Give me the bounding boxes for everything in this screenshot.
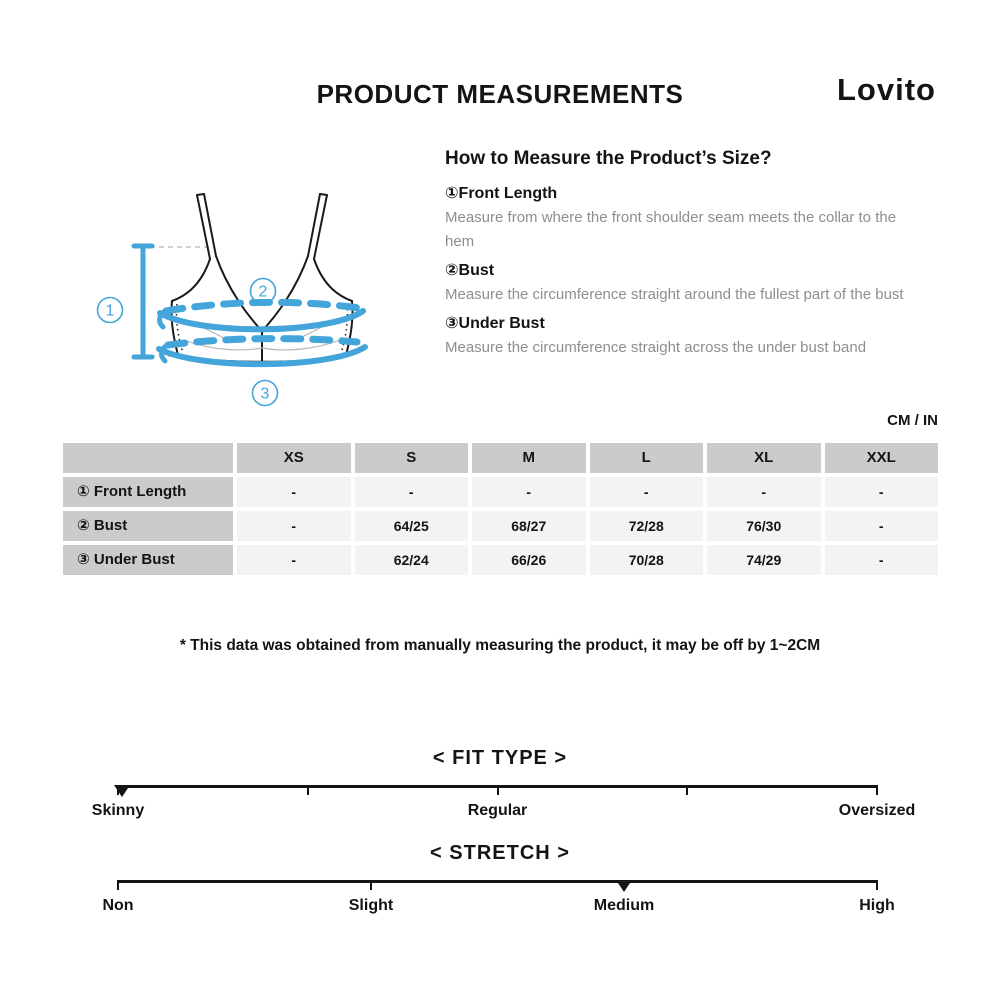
callout-3-number: 3 [260, 385, 270, 403]
how-to-measure-section [445, 148, 937, 365]
size-table [63, 443, 938, 575]
callout-2-number: 2 [258, 283, 268, 301]
scale-tick [876, 880, 878, 890]
measurement-value: 72/28 [590, 511, 704, 541]
scale-tick [370, 880, 372, 890]
measurement-row-label: ② Bust [63, 511, 233, 541]
size-column-header: XS [237, 443, 351, 473]
measurement-value: - [825, 545, 939, 575]
measure-callout-3 [253, 381, 278, 406]
measurement-value: 70/28 [590, 545, 704, 575]
front-length-line [134, 246, 152, 357]
scale-tick [307, 785, 309, 795]
scale-label: Slight [348, 897, 394, 914]
measurement-value: - [355, 477, 469, 507]
fit-type-title: < FIT TYPE > [432, 747, 568, 769]
measure-item-desc: Measure from where the front shoulder seam meets the collar to the hem [445, 209, 897, 250]
stretch-title: < STRETCH > [430, 842, 570, 864]
scale-label: Skinny [91, 802, 145, 819]
measurement-footnote: * This data was obtained from manually measuring the product, it may be off by 1~2CM [179, 637, 821, 654]
measure-item-desc: Measure the circumference straight around the fullest part of the bust [445, 286, 904, 303]
measurement-value: 64/25 [355, 511, 469, 541]
scale-label: Non [102, 897, 134, 914]
measure-item-under-bust [445, 313, 937, 360]
size-column-header: L [590, 443, 704, 473]
item-label: Bust [458, 262, 495, 279]
fit-type-scale [0, 747, 1000, 837]
bra-illustration [80, 150, 440, 430]
stretch-track [102, 880, 895, 914]
size-column-header: M [472, 443, 586, 473]
measurement-value: - [825, 477, 939, 507]
size-column-header: XXL [825, 443, 939, 473]
measurement-value: 68/27 [472, 511, 586, 541]
size-column-header: S [355, 443, 469, 473]
measurement-value: - [825, 511, 939, 541]
stretch-scale [0, 842, 1000, 932]
scale-tick [497, 785, 499, 795]
item-label: Front Length [458, 185, 558, 202]
measure-item-title [445, 260, 937, 280]
item-number: ③ [445, 315, 459, 332]
scale-label: Regular [467, 802, 528, 819]
measurement-value: 66/26 [472, 545, 586, 575]
scale-marker [114, 785, 130, 797]
fit-type-track [91, 785, 916, 819]
measurement-value: 76/30 [707, 511, 821, 541]
measurement-value: - [707, 477, 821, 507]
item-number: ① [445, 185, 459, 202]
measure-item-desc: Measure the circumference straight across the under bust band [445, 339, 867, 356]
measurement-value: - [472, 477, 586, 507]
scale-tick [686, 785, 688, 795]
measure-item-front-length [445, 183, 937, 254]
measurement-row-label: ③ Under Bust [63, 545, 233, 575]
scale-label: Medium [593, 897, 655, 914]
units-label: CM / IN [887, 412, 938, 429]
measure-callout-2 [251, 279, 276, 304]
measure-item-bust [445, 260, 937, 307]
scale-tick [117, 880, 119, 890]
bust-measure-line [160, 302, 363, 329]
measure-item-title [445, 183, 937, 203]
measurement-row-label: ① Front Length [63, 477, 233, 507]
measurement-value: - [237, 511, 351, 541]
brand-logo: Lovito [837, 72, 936, 107]
measurement-value: - [237, 545, 351, 575]
page-title: PRODUCT MEASUREMENTS [316, 79, 684, 109]
measure-callout-1 [98, 298, 123, 323]
measurement-value: 74/29 [707, 545, 821, 575]
table-corner-cell [63, 443, 233, 473]
measurement-value: 62/24 [355, 545, 469, 575]
callout-1-number: 1 [105, 302, 115, 320]
size-column-header: XL [707, 443, 821, 473]
item-number: ② [445, 262, 459, 279]
how-to-heading: How to Measure the Product’s Size? [445, 148, 772, 169]
measurement-value: - [237, 477, 351, 507]
measure-item-title [445, 313, 937, 333]
item-label: Under Bust [458, 315, 545, 332]
scale-label: Oversized [838, 802, 916, 819]
measurement-value: - [590, 477, 704, 507]
scale-marker [616, 880, 632, 892]
scale-tick [876, 785, 878, 795]
scale-label: High [859, 897, 895, 914]
